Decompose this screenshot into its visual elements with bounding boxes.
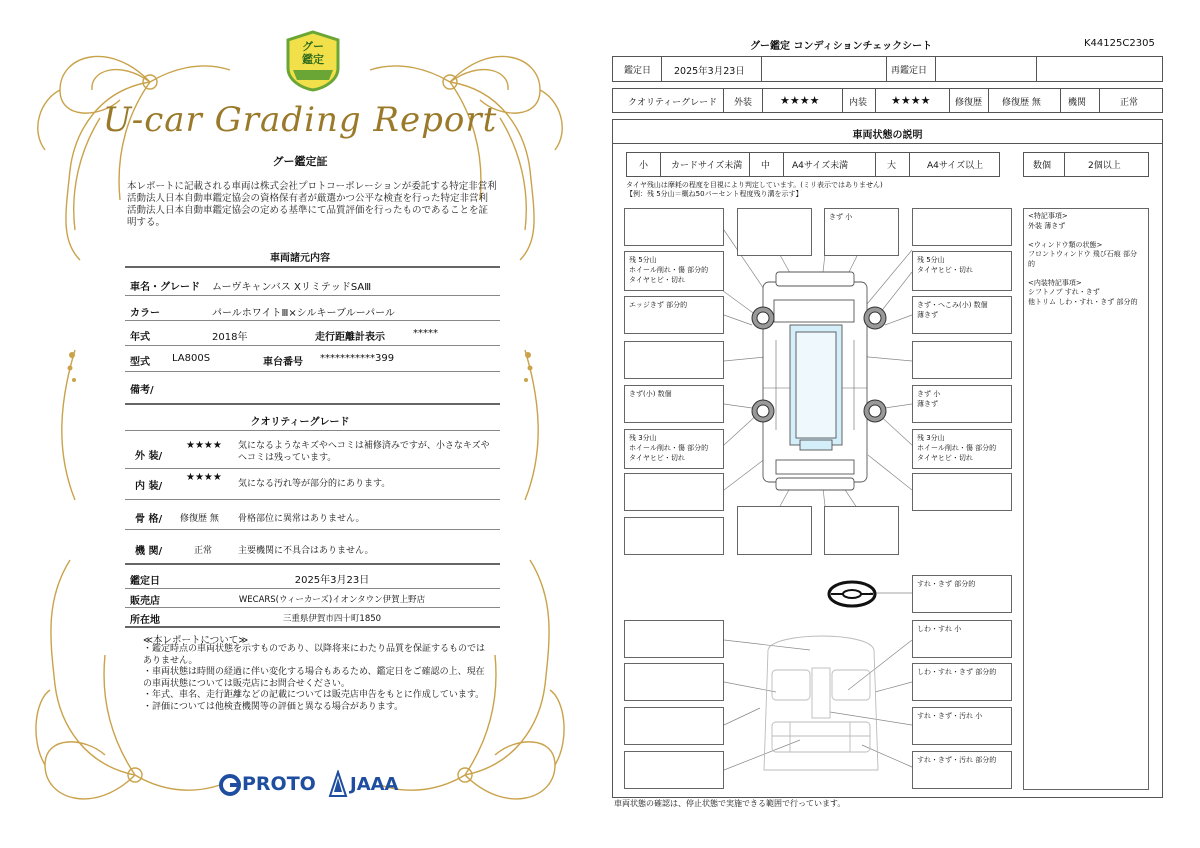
condition-check-sheet — [600, 0, 1200, 848]
info-address-label: 所在地 — [130, 615, 160, 626]
spec-section-title: 車両諸元内容 — [270, 253, 330, 264]
repair-label: 修復歴 — [955, 98, 983, 108]
quality-comment: 主要機関に不具合はありません。 — [238, 546, 374, 556]
divider — [125, 430, 500, 431]
engine-value: 正常 — [1120, 98, 1139, 108]
size-small-desc: カードサイズ未満 — [671, 161, 743, 171]
divider — [125, 468, 500, 469]
exterior-label: 外装 — [734, 98, 753, 108]
size-small: 小 — [639, 161, 649, 171]
certificate-title: グー鑑定証 — [272, 155, 328, 168]
quality-grade: ★★★★ — [186, 440, 222, 451]
damage-box-int4: すれ・きず・汚れ 部分的 — [912, 751, 1012, 789]
divider — [125, 626, 500, 628]
spec-year-label: 年式 — [130, 332, 150, 343]
spec-year-value: 2018年 — [212, 332, 248, 343]
date-value: 2025年3月23日 — [674, 66, 745, 77]
damage-box — [624, 208, 724, 246]
footer-note: 車両状態の確認は、停止状態で実施できる範囲で行っています。 — [614, 799, 846, 808]
spec-model-value: LA800S — [172, 353, 211, 364]
damage-box — [737, 208, 812, 256]
repair-value: 修復歴 無 — [1002, 98, 1041, 108]
divider — [125, 563, 500, 565]
engine-label: 機関 — [1068, 98, 1087, 108]
damage-box — [912, 208, 1012, 246]
proto-logo — [218, 771, 318, 797]
intro-text: 本レポートに記載される車両は株式会社プロトコーポレーションが委託する特定非営利活動法人日本自動車鑑定協会の資格保有者が厳選かつ公平な検査を行った特定非営利活動法人日本自動車鑑定協会の定める基準にて品質評価を行ったものであることを証明する。 — [127, 181, 497, 228]
redate-label: 再鑑定日 — [891, 66, 928, 76]
section-title: 車両状態の説明 — [852, 130, 923, 141]
quality-label: 機 関/ — [135, 546, 163, 557]
divider — [125, 403, 500, 405]
divider — [125, 345, 500, 346]
jaaa-logo-text: JAAA — [350, 774, 399, 795]
jaaa-logo — [328, 770, 408, 798]
divider — [125, 320, 500, 321]
info-date-label: 鑑定日 — [130, 576, 160, 587]
note-item: ・車両状態は時間の経過に伴い変化する場合もあるため、鑑定日をご確認の上、現在の車両状態については販売店にお問合せください。 — [143, 667, 485, 689]
count-desc: 2個以上 — [1088, 161, 1121, 171]
quality-grade: 正常 — [194, 546, 213, 556]
damage-box — [624, 751, 724, 789]
sheet-title: グー鑑定 コンディションチェックシート — [750, 41, 933, 52]
steering-wheel-icon — [829, 582, 875, 606]
damage-box-l-edge: エッジきず 部分的 — [624, 296, 724, 334]
notes-list — [143, 644, 491, 713]
note-item: ・評価については他検査機関等の評価と異なる場合があります。 — [143, 701, 404, 712]
quality-comment: 気になる汚れ等が部分的にあります。 — [238, 479, 391, 489]
proto-logo-text: PROTO — [242, 773, 316, 795]
damage-box-steering: すれ・きず 部分的 — [912, 575, 1012, 613]
divider — [125, 499, 500, 500]
quality-label: 骨 格/ — [135, 514, 163, 525]
damage-box — [737, 506, 812, 555]
note-item: ・鑑定時点の車両状態を示すものであり、以降将来にわたり品質を保証するものではありません。 — [143, 644, 486, 666]
spec-mileage-value: ***** — [413, 328, 438, 339]
quality-comment: 骨格部位に異常はありません。 — [238, 514, 365, 524]
damage-box — [624, 707, 724, 745]
exterior-grade: ★★★★ — [780, 94, 820, 107]
damage-box — [624, 517, 724, 555]
goo-badge — [283, 30, 343, 92]
damage-box — [912, 341, 1012, 379]
quality-comment: 気になるようなキズやヘコミは補修済みですが、小さなキズやヘコミは残っています。 — [238, 441, 490, 463]
script-title: U-car Grading Report — [102, 100, 498, 140]
special-notes: <特記事項> 外装 薄きず <ウィンドウ類の状態> フロントウィンドウ 飛び石痕 部分的 <内装特記事項> シフトノブ すれ・きず 他トリム しわ・すれ・きず 部分的 — [1023, 208, 1149, 790]
damage-box-r-tire-front: 残 5分山 タイヤヒビ・切れ — [912, 251, 1012, 291]
note-item: ・年式、車名、走行距離などの記載については販売店申告をもとに作成しています。 — [143, 690, 485, 700]
damage-box — [624, 620, 724, 658]
size-medium-desc: A4サイズ未満 — [792, 161, 849, 171]
quality-grade: 修復歴 無 — [180, 514, 219, 524]
damage-box-int2: しわ・すれ・きず 部分的 — [912, 663, 1012, 701]
damage-box-top-mid: きず 小 — [824, 208, 899, 256]
divider — [125, 266, 500, 268]
damage-box-int1: しわ・すれ 小 — [912, 620, 1012, 658]
spec-remarks-label: 備考/ — [130, 385, 154, 396]
size-large-desc: A4サイズ以上 — [927, 161, 984, 171]
damage-box-r-tire-rear: 残 3分山 ホイール削れ・傷 部分的 タイヤヒビ・切れ — [912, 429, 1012, 469]
spec-chassis-label: 車台番号 — [263, 357, 303, 368]
divider — [125, 588, 500, 589]
damage-box-r-scratch: きず 小 薄きず — [912, 385, 1012, 423]
notes-title: ≪本レポートについて≫ — [143, 635, 249, 646]
damage-box — [624, 663, 724, 701]
divider — [125, 607, 500, 608]
sheet-id: K44125C2305 — [1084, 38, 1155, 49]
spec-chassis-value: ***********399 — [320, 353, 395, 364]
quality-grade: ★★★★ — [186, 472, 222, 483]
divider — [125, 295, 500, 296]
divider — [125, 529, 500, 530]
damage-box-l-tire-front: 残 5分山 ホイール削れ・傷 部分的 タイヤヒビ・切れ — [624, 251, 724, 291]
info-date-value: 2025年3月23日 — [294, 575, 370, 586]
spec-name-value: ムーヴキャンバス XリミテッドSAⅢ — [212, 282, 372, 293]
damage-box-l-tire-rear: 残 3分山 ホイール削れ・傷 部分的 タイヤヒビ・切れ — [624, 429, 724, 469]
quality-section-title: クオリティーグレード — [250, 417, 350, 428]
info-address-value: 三重県伊賀市四十町1850 — [282, 614, 382, 624]
spec-name-label: 車名・グレード — [130, 282, 200, 293]
damage-box-l-scratch: きず(小) 数個 — [624, 385, 724, 423]
proto-mark-icon — [218, 773, 242, 797]
tire-note-1: タイヤ残山は摩耗の程度を目視により判定しています。(ミリ表示ではありません) — [626, 181, 883, 189]
spec-mileage-label: 走行距離計表示 — [315, 332, 385, 343]
damage-box-r-dent: きず・へこみ(小) 数個 薄きず — [912, 296, 1012, 334]
badge-text: グー 鑑定 — [302, 40, 324, 66]
damage-box — [624, 341, 724, 379]
spec-model-label: 型式 — [130, 357, 150, 368]
damage-box — [624, 473, 724, 511]
info-dealer-label: 販売店 — [130, 596, 160, 607]
interior-label: 内装 — [849, 98, 868, 108]
damage-box — [912, 473, 1012, 511]
quality-label: 内 装/ — [135, 481, 163, 492]
count-label: 数個 — [1033, 161, 1052, 171]
interior-grade: ★★★★ — [891, 94, 931, 107]
quality-label: クオリティーグレード — [628, 98, 718, 108]
size-large: 大 — [887, 161, 897, 171]
tire-note-2: 【例：残 5分山＝概ね50パーセント程度残り溝を示す】 — [626, 190, 803, 198]
divider — [125, 371, 500, 372]
spec-color-label: カラー — [130, 308, 160, 319]
date-label: 鑑定日 — [624, 66, 652, 76]
damage-box — [824, 506, 899, 555]
damage-box-int3: すれ・きず・汚れ 小 — [912, 707, 1012, 745]
info-dealer-value: WECARS(ウィーカーズ)イオンタウン伊賀上野店 — [238, 595, 426, 605]
size-medium: 中 — [761, 161, 771, 171]
quality-label: 外 装/ — [135, 451, 163, 462]
spec-color-value: パールホワイトⅢ×シルキーブルーパール — [212, 308, 395, 319]
jaaa-mark-icon — [328, 770, 348, 798]
